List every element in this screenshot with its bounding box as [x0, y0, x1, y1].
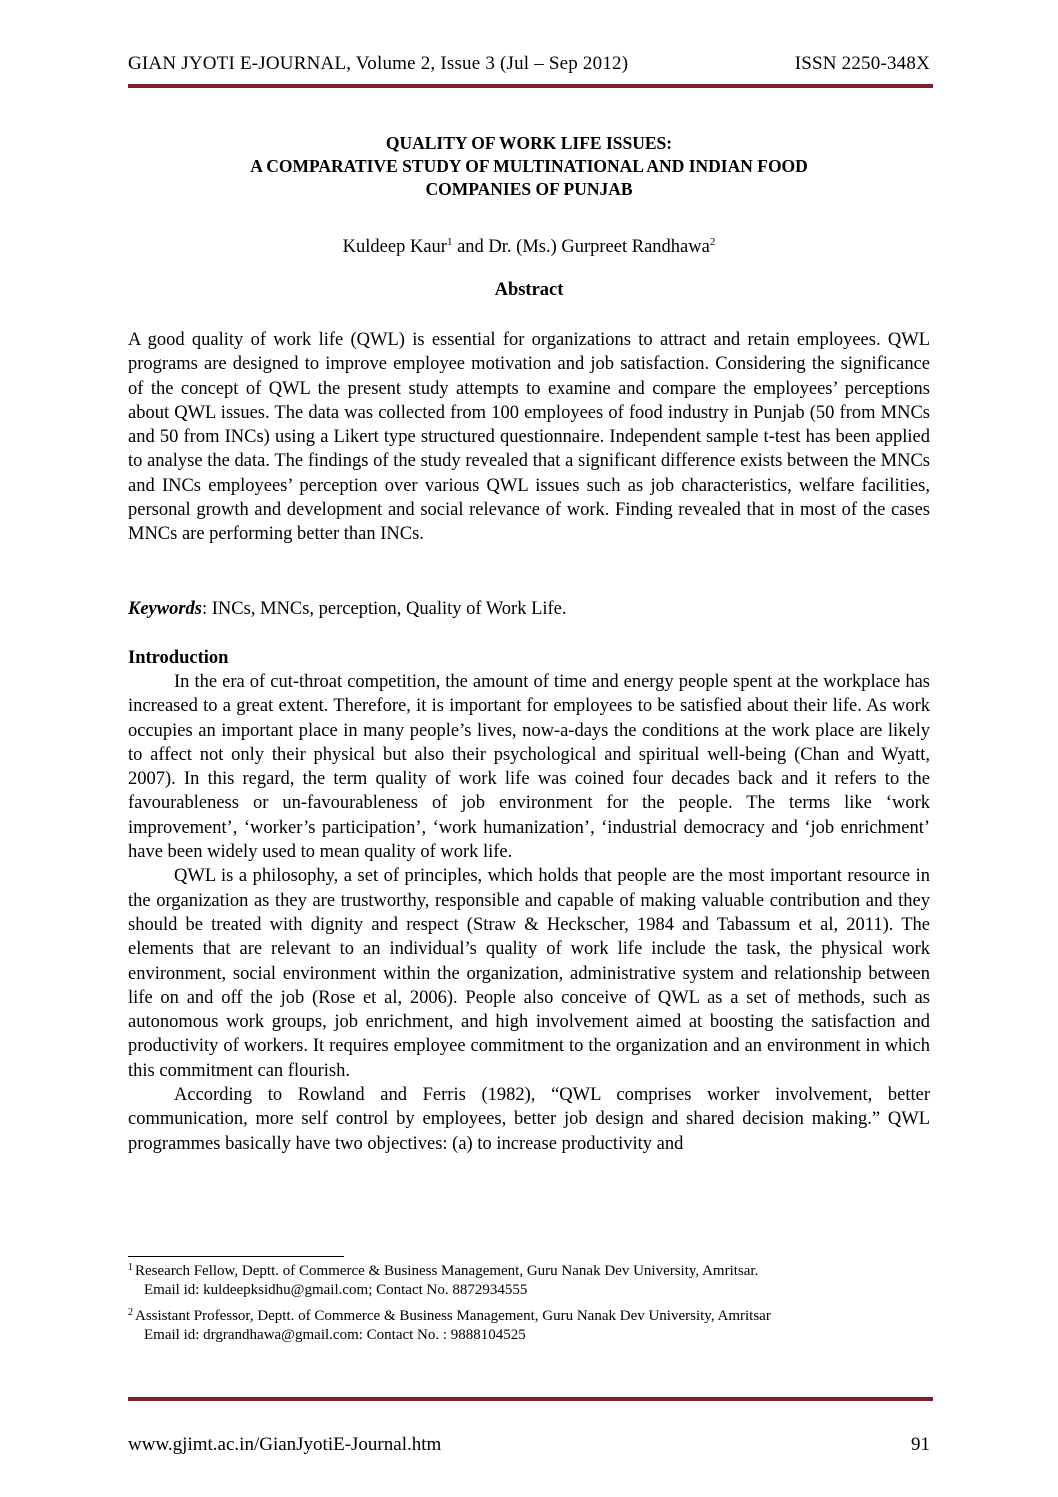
footnote-2-affiliation: Assistant Professor, Deptt. of Commerce & Business Management, Guru Nanak Dev University, Amritsar: [135, 1308, 771, 1324]
running-header: [128, 52, 930, 76]
intro-paragraph: In the era of cut-throat competition, the amount of time and energy people spent at the workplace has increased to a great extent. Therefore, it is important for employees to be satisfied about their life. As work occupies an important place in many people’s lives, now-a-days the conditions at the work place are likely to affect not only their physical but also their psychological and spiritual well-being (Chan and Wyatt, 2007). In this regard, the term quality of work life was coined four decades back and it refers to the favourableness or un-favourableness of job environment for the people. The terms like ‘work improvement’, ‘worker’s participation’, ‘work humanization’, ‘industrial democracy and ‘job enrichment’ have been widely used to mean quality of work life.: [128, 672, 930, 863]
journal-title: GIAN JYOTI E-JOURNAL, Volume 2, Issue 3 (Jul – Sep 2012): [128, 53, 629, 74]
footnote-1: [128, 1258, 930, 1300]
abstract-heading: Abstract: [494, 280, 564, 300]
paper-title: [128, 132, 930, 201]
author-2: Dr. (Ms.) Gurpreet Randhawa: [488, 237, 710, 258]
keywords: [128, 597, 930, 621]
intro-paragraph: QWL is a philosophy, a set of principles, which holds that people are the most important resource in the organization as they are trustworthy, responsible and capable of making valuable contribution and they should be treated with dignity and respect (Straw & Heckscher, 1984 and Tabassum et al, 2011). The elements that are relevant to an individual’s quality of work life include the task, the physical work environment, social environment within the organization, administrative system and relationship between life on and off the job (Rose et al, 2006). People also conceive of QWL as a set of methods, such as autonomous work groups, job enrichment, and high involvement aimed at boosting the satisfaction and productivity of workers. It requires employee commitment to the organization and an environment in which this commitment can flourish.: [128, 866, 930, 1081]
header-rule: [128, 84, 933, 88]
introduction-body: [128, 670, 930, 1156]
author-1-footnote-mark: 1: [446, 236, 453, 248]
title-line-3: COMPANIES OF PUNJAB: [425, 179, 633, 199]
abstract-text: A good quality of work life (QWL) is essential for organizations to attract and retain employees. QWL programs are designed to improve employee motivation and job satisfaction. Considering the significance of the concept of QWL the present study attempts to examine and compare the employees’ perceptions about QWL issues. The data was collected from 100 employees of food industry in Punjab (50 from MNCs and 50 from INCs) using a Likert type structured questionnaire. Independent sample t-test has been applied to analyse the data. The findings of the study revealed that a significant difference exists between the MNCs and INCs employees’ perception over various QWL issues such as job characteristics, welfare facilities, personal growth and development and social relevance of work. Finding revealed that in most of the cases MNCs are performing better than INCs.: [128, 330, 930, 545]
footnote-1-number: 1: [128, 1262, 133, 1273]
title-line-1: QUALITY OF WORK LIFE ISSUES:: [385, 133, 673, 153]
keywords-text: : INCs, MNCs, perception, Quality of Work Life.: [202, 599, 567, 619]
author-conjunction: and: [452, 237, 489, 258]
footnote-2-contact: Email id: drgrandhawa@gmail.com: Contact No. : 9888104525: [144, 1327, 526, 1343]
running-footer: [128, 1433, 930, 1457]
footnote-1-contact: Email id: kuldeepksidhu@gmail.com; Contact No. 8872934555: [144, 1282, 528, 1298]
introduction-heading: Introduction: [128, 648, 229, 668]
footnote-separator: [128, 1256, 344, 1257]
page-number: 91: [911, 1434, 930, 1455]
footnote-2: [128, 1303, 930, 1345]
author-2-footnote-mark: 2: [709, 236, 716, 248]
title-line-2: A COMPARATIVE STUDY OF MULTINATIONAL AND INDIAN FOOD: [250, 156, 808, 176]
journal-url: www.gjimt.ac.in/GianJyotiE-Journal.htm: [128, 1434, 442, 1455]
footer-rule: [128, 1397, 933, 1401]
keywords-label: Keywords: [128, 599, 202, 619]
footnotes: [128, 1258, 930, 1348]
author-list: [128, 230, 930, 259]
issn: ISSN 2250-348X: [794, 53, 930, 74]
intro-paragraph: According to Rowland and Ferris (1982), “QWL comprises worker involvement, better communication, more self control by employees, better job design and shared decision making.” QWL programmes basically have two objectives: (a) to increase productivity and: [128, 1085, 930, 1154]
author-1: Kuldeep Kaur: [342, 237, 447, 258]
footnote-1-affiliation: Research Fellow, Deptt. of Commerce & Business Management, Guru Nanak Dev University, Amritsar.: [135, 1263, 759, 1279]
footnote-2-number: 2: [128, 1307, 133, 1318]
